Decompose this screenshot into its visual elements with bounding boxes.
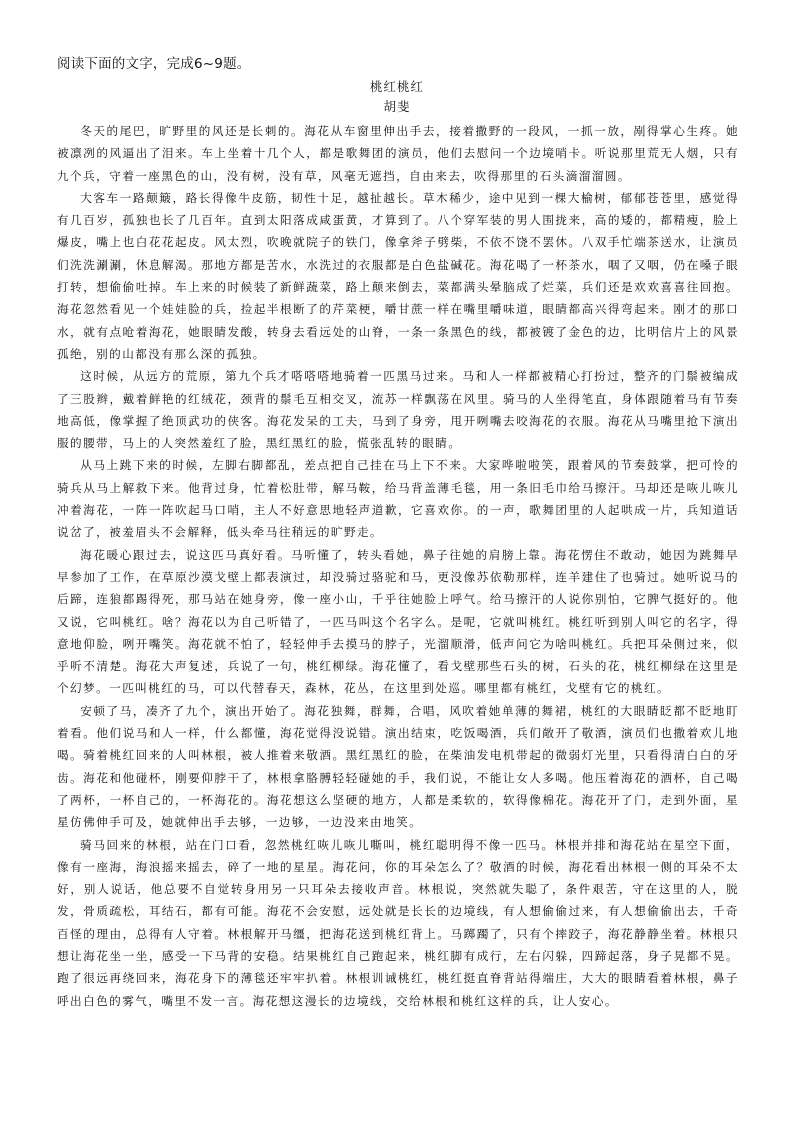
- paragraph: 安顿了马，凑齐了九个，演出开始了。海花独舞，群舞，合唱，风吹着她单薄的舞裙，桃红的大眼睛眨都不眨地盯着看。他们说马和人一样，什么都懂，海花觉得没说错。演出结束，吃饭喝酒，兵们敞开了敬酒，演员们也撒着欢儿地喝。骑着桃红回来的人叫林根，被人推着来敬酒。黑红黑红的脸，在柴油发电机带起的微弱灯光里，只看得清白白的牙齿。海花和他碰杯，刚要仰脖干了，林根拿胳膊轻轻碰她的手，我们说，不能让女人多喝。他压着海花的酒杯，自己喝了两杯，一杯自己的，一杯海花的。海花想这么坚硬的地方，人都是柔软的，软得像棉花。海花开了门，走到外面，星星仿佛伸手可及，她就伸出手去够，一边够，一边没来由地笑。: [57, 703, 739, 830]
- article-title: 桃红桃红: [369, 79, 424, 94]
- paragraph: 海花暖心跟过去，说这匹马真好看。马听懂了，转头看她，鼻子往她的肩膀上靠。海花愣住不敢动，她因为跳舞早早参加了工作，在草原沙漠戈壁上都表演过，却没骑过骆驼和马，更没像苏依勒那样，连羊建住了也骑过。她听说马的后蹄，连狼都踢得死，那马站在她身旁，像一座小山，千乎往她脸上呼气。给马擦汗的人说你别怕，它脾气挺好的。他又说，它叫桃红。啥？海花以为自己听错了，一匹马叫这个名字么。是呢，它就叫桃红。桃红听到别人叫它的名字，得意地仰脸，咧开嘴笑。海花就不怕了，轻轻伸手去摸马的脖子，光溜顺滑，低声问它为啥叫桃红。兵把耳朵侧过来，似乎听不清楚。海花大声复述，兵说了一句，桃红柳绿。海花懂了，看戈壁那些石头的树，石头的花，桃红柳绿在这里是个幻梦。一匹叫桃红的马，可以代替春天，森林，花丛，在这里到处巡。哪里都有桃红，戈壁有它的桃红。: [57, 547, 739, 696]
- paragraph: 大客车一路颠簸，路长得像牛皮筋，韧性十足，越扯越长。草木稀少，途中见到一棵大榆树，郁郁苍苍里，感觉得有几百岁，孤独也长了几百年。直到太阳落成咸蛋黄，才算到了。八个穿军装的男人围拢来，高的矮的，都精瘦，脸上爆皮，嘴上也白花花起皮。风太烈，吹晚就院子的铁门，像拿斧子劈柴，不依不饶不罢休。八双手忙端茶送水，让演员们洗洗涮涮，休息解渴。那地方都是苦水，水洗过的衣服都是白色盐碱花。海花喝了一杯茶水，咽了又咽，仍在嗓子眼打转，想偷偷吐掉。车上来的时候装了新鲜蔬菜，路上颠来倒去，菜都满头晕脑成了烂菜，兵们还是欢欢喜喜往回抱。海花忽然看见一个娃娃脸的兵，捡起半根断了的芹菜梗，嚼甘蔗一样在嘴里嚼味道，眼睛都高兴得弯起来。刚才的那口水，就有点呛着海花，她眼睛发酸，转身去看远处的山脊，一条一条黑色的线，都被镀了金色的边，比明信片上的风景孤绝，别的山都没有那么深的孤独。: [57, 190, 739, 361]
- paragraph: 骑马回来的林根，站在门口看，忽然桃红咴儿咴儿嘶叫，桃红聪明得不像一匹马。林根并排和海花站在星空下面，像有一座海，海浪摇来摇去，碎了一地的星星。海花问，你的耳朵怎么了？敬酒的时候，海花看出林根一侧的耳朵不太好，别人说话，他总要不自觉转身用另一只耳朵去接收声音。林根说，突然就失聪了，条件艰苦，守在这里的人，脱发，骨质疏松，耳结石，都有可能。海花不会安慰，远处就是长长的边境线，有人想偷偷过来，有人想偷偷出去，千奇百怪的理由，总得有人守着。林根解开马缰，把海花送到桃红背上。马踯躅了，只有个摔跤子，海花静静坐着。林根只想让海花坐一坐，感受一下马背的安稳。结果桃红自己跑起来，桃红脚有成行，左右闪躲，四蹄起落，身子晃都不晃。跑了很远再绕回来，海花身下的薄毯还牢牢扒着。林根训诫桃红，桃红挺直脊背站得端庄，大大的眼睛看着林根，鼻子呼出白色的雾气，嘴里不发一言。海花想这漫长的边境线，交给林根和桃红这样的兵，让人安心。: [57, 837, 739, 1008]
- paragraph: 从马上跳下来的时候，左脚右脚都乱，差点把自己挂在马上下不来。大家哗啦啦笑，跟着风的节奏鼓掌，把可怜的骑兵从马上解救下来。他背过身，忙着松肚带，解马鞍，给马背盖薄毛毯，用一条旧毛巾给马擦汗。马却还是咴儿咴儿冲着海花，一阵一阵吹起马口哨，主人不好意思地轻声道歉，它喜欢你。的一声，歌舞团里的人起哄成一片，兵知道话说岔了，被羞眉头不会解释，低头牵马往稍远的旷野走。: [57, 458, 739, 540]
- paragraph: 这时候，从远方的荒原，第九个兵才嗒嗒嗒地骑着一匹黑马过来。马和人一样都被精心打扮过，整齐的门鬃被编成了三股辫，戴着鲜艳的红绒花，颈背的鬃毛互相交叉，流苏一样飘荡在风里。骑马的人坐得笔直，身体跟随着马有节奏地高低，像掌握了绝顶武功的侠客。海花发呆的工夫，马到了身旁，甩开咧嘴去咬海花的衣服。海花从马嘴里抢下演出服的腰带，马上的人突然羞红了脸，黑红黑红的脸，慌张乱转的眼睛。: [57, 369, 739, 451]
- question-instruction: 阅读下面的文字，完成6~9题。: [57, 56, 251, 72]
- article-author: 胡斐: [383, 99, 411, 114]
- article-body: [57, 120, 739, 1012]
- paragraph: 冬天的尾巴，旷野里的风还是长刺的。海花从车窗里伸出手去，接着撒野的一段风，一抓一放，剐得掌心生疼。她被凛冽的风逼出了泪来。车上坐着十几个人，都是歌舞团的演员，他们去慰问一个边境哨卡。听说那里荒无人烟，只有九个兵，守着一座黑色的山，没有树，没有草，风毫无遮挡，自由来去，吹得那里的石头滴溜溜圆。: [57, 124, 739, 183]
